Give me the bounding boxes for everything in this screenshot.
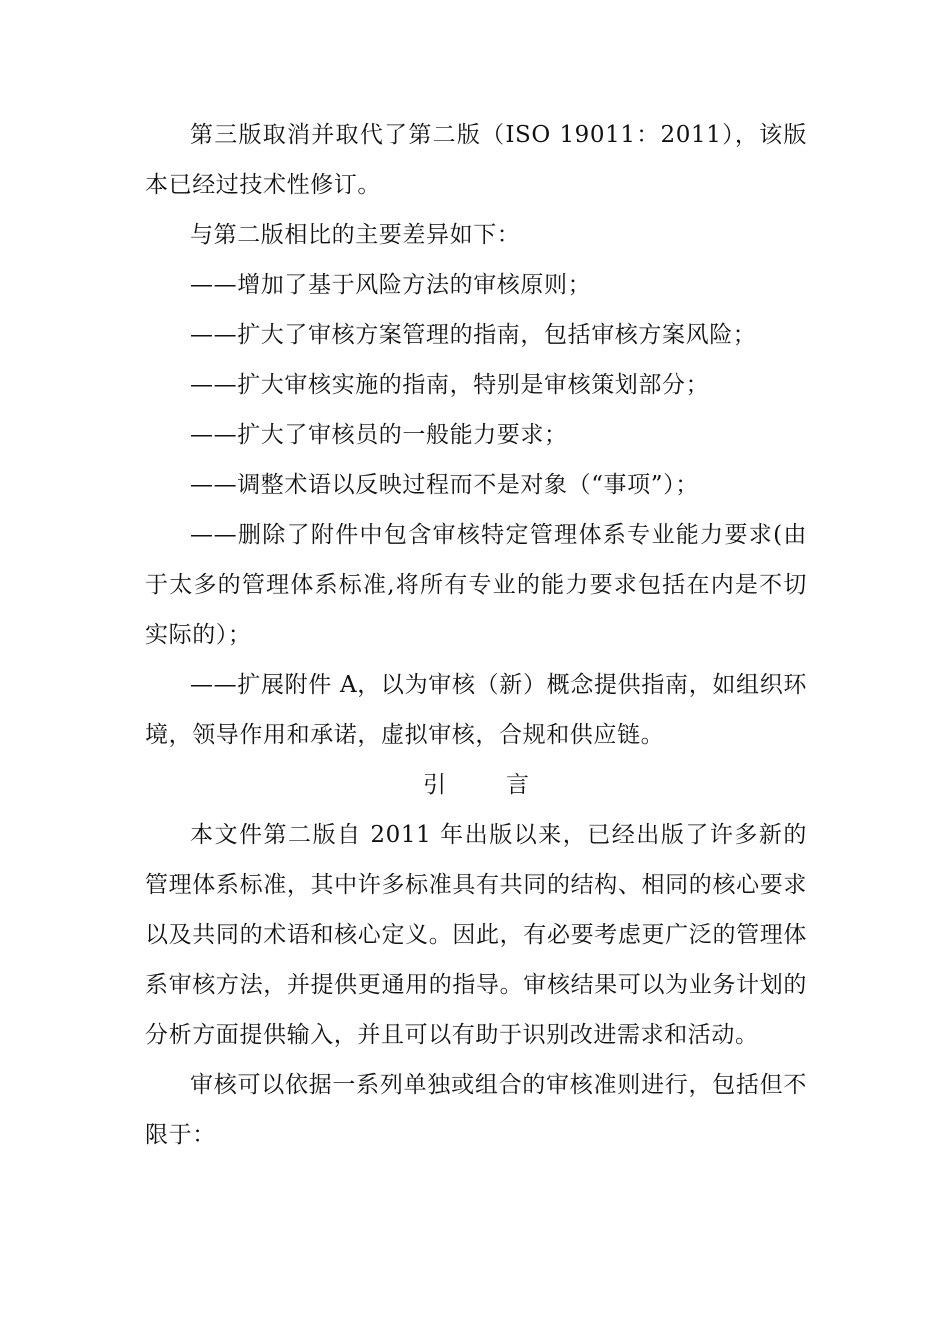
introduction-section bbox=[145, 760, 807, 1160]
introduction-paragraph: 审核可以依据一系列单独或组合的审核准则进行，包括但不限于： bbox=[145, 1072, 807, 1148]
foreword-list-item: ——增加了基于风险方法的审核原则； bbox=[190, 272, 592, 298]
foreword-list-item: ——扩大了审核员的一般能力要求； bbox=[190, 422, 568, 448]
foreword-paragraph-differences-intro: 与第二版相比的主要差异如下： bbox=[190, 222, 521, 248]
introduction-paragraph: 本文件第二版自 2011 年出版以来，已经出版了许多新的管理体系标准，其中许多标准具有共同的结构、相同的核心要求以及共同的术语和核心定义。因此，有必要考虑更广泛的管理体系审核方法，并提供更通用的指导。审核结果可以为业务计划的分析方面提供输入，并且可以有助于识别改进需求和活动。 bbox=[145, 822, 807, 1048]
foreword-paragraph-edition: 第三版取消并取代了第二版（ISO 19011：2011），该版本已经过技术性修订。 bbox=[145, 122, 807, 198]
introduction-heading: 引言 bbox=[423, 772, 589, 798]
foreword-list-item: ——扩展附件 A，以为审核（新）概念提供指南，如组织环境，领导作用和承诺，虚拟审核，合规和供应链。 bbox=[145, 672, 807, 748]
foreword-section bbox=[145, 110, 807, 760]
foreword-list-item: ——扩大了审核方案管理的指南，包括审核方案风险； bbox=[190, 322, 757, 348]
foreword-list-item: ——扩大审核实施的指南，特别是审核策划部分； bbox=[190, 372, 710, 398]
foreword-list-item: ——调整术语以反映过程而不是对象（“事项”）； bbox=[190, 472, 699, 498]
foreword-list-item: ——删除了附件中包含审核特定管理体系专业能力要求(由于太多的管理体系标准,将所有专业的能力要求包括在内是不切实际的）； bbox=[145, 522, 807, 648]
